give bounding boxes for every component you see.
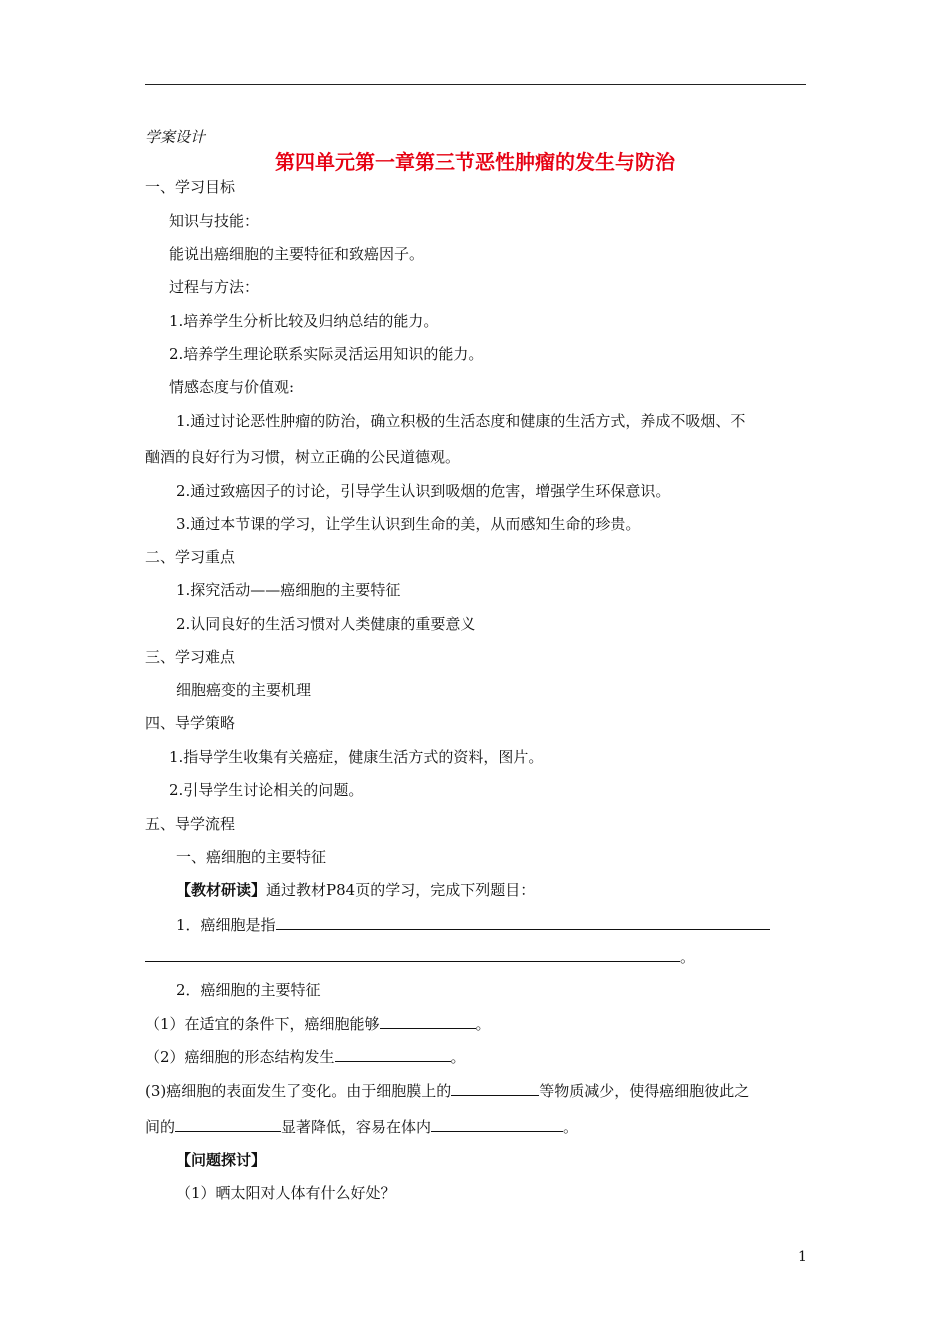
list-item: 2.培养学生理论联系实际灵活运用知识的能力。 — [169, 345, 484, 363]
discussion-tag: 【问题探讨】 — [176, 1151, 267, 1169]
list-item: 1.探究活动——癌细胞的主要特征 — [176, 581, 401, 599]
question-item — [145, 1046, 466, 1067]
header-rule — [145, 84, 806, 85]
list-item: 1.指导学生收集有关癌症，健康生活方式的资料，图片。 — [169, 748, 544, 766]
question-text: 显著降低，容易在体内 — [281, 1118, 432, 1136]
answer-blank[interactable] — [175, 1116, 281, 1132]
question-item — [145, 1080, 749, 1101]
subheading: 知识与技能： — [169, 212, 260, 230]
instruction-text: 通过教材P84页的学习，完成下列题目： — [266, 881, 536, 899]
answer-blank[interactable] — [451, 1080, 539, 1096]
punctuation: 。 — [680, 948, 696, 966]
question-item — [145, 1013, 491, 1034]
section-heading: 二、学习重点 — [145, 548, 236, 566]
list-item: 2.引导学生讨论相关的问题。 — [169, 781, 364, 799]
answer-blank[interactable] — [145, 946, 680, 962]
question-continuation — [145, 946, 695, 967]
question: 2．癌细胞的主要特征 — [176, 981, 321, 999]
section-heading: 三、学习难点 — [145, 648, 236, 666]
question: （1）晒太阳对人体有什么好处？ — [176, 1184, 396, 1202]
question-text: 等物质减少，使得癌细胞彼此之 — [539, 1082, 750, 1100]
paragraph: 细胞癌变的主要机理 — [176, 681, 312, 699]
punctuation: 。 — [563, 1118, 579, 1136]
paragraph: 能说出癌细胞的主要特征和致癌因子。 — [169, 245, 425, 263]
subheading: 过程与方法： — [169, 278, 260, 296]
punctuation: 。 — [450, 1048, 466, 1066]
page-title: 第四单元第一章第三节恶性肿瘤的发生与防治 — [275, 150, 675, 174]
question-item-continuation — [145, 1116, 578, 1137]
page-number: 1 — [798, 1249, 807, 1265]
question-text: （2）癌细胞的形态结构发生 — [145, 1048, 335, 1066]
answer-blank[interactable] — [335, 1046, 451, 1062]
punctuation: 。 — [475, 1015, 491, 1033]
subheading: 情感态度与价值观: — [169, 378, 295, 396]
answer-blank[interactable] — [380, 1013, 476, 1029]
question-text: （1）在适宜的条件下，癌细胞能够 — [145, 1015, 380, 1033]
paragraph — [176, 880, 535, 900]
question-text: 1．癌细胞是指 — [176, 916, 276, 934]
subheading: 一、癌细胞的主要特征 — [176, 848, 327, 866]
list-item-continuation: 酗酒的良好行为习惯，树立正确的公民道德观。 — [145, 448, 461, 466]
question-text: (3)癌细胞的表面发生了变化。由于细胞膜上的 — [145, 1082, 452, 1100]
question — [176, 914, 770, 935]
list-item: 2.认同良好的生活习惯对人类健康的重要意义 — [176, 615, 476, 633]
doc-type-label: 学案设计 — [145, 128, 206, 146]
list-item: 1.通过讨论恶性肿瘤的防治，确立积极的生活态度和健康的生活方式，养成不吸烟、不 — [176, 412, 746, 430]
list-item: 1.培养学生分析比较及归纳总结的能力。 — [169, 312, 439, 330]
tag-label: 【教材研读】 — [176, 881, 267, 899]
list-item: 3.通过本节课的学习，让学生认识到生命的美，从而感知生命的珍贵。 — [176, 515, 641, 533]
section-heading: 一、学习目标 — [145, 178, 236, 196]
answer-blank[interactable] — [431, 1116, 563, 1132]
tag-label — [176, 1150, 266, 1170]
section-heading: 五、导学流程 — [145, 815, 236, 833]
section-heading: 四、导学策略 — [145, 714, 236, 732]
question-text: 间的 — [145, 1118, 176, 1136]
answer-blank[interactable] — [276, 914, 770, 930]
list-item: 2.通过致癌因子的讨论，引导学生认识到吸烟的危害，增强学生环保意识。 — [176, 482, 671, 500]
